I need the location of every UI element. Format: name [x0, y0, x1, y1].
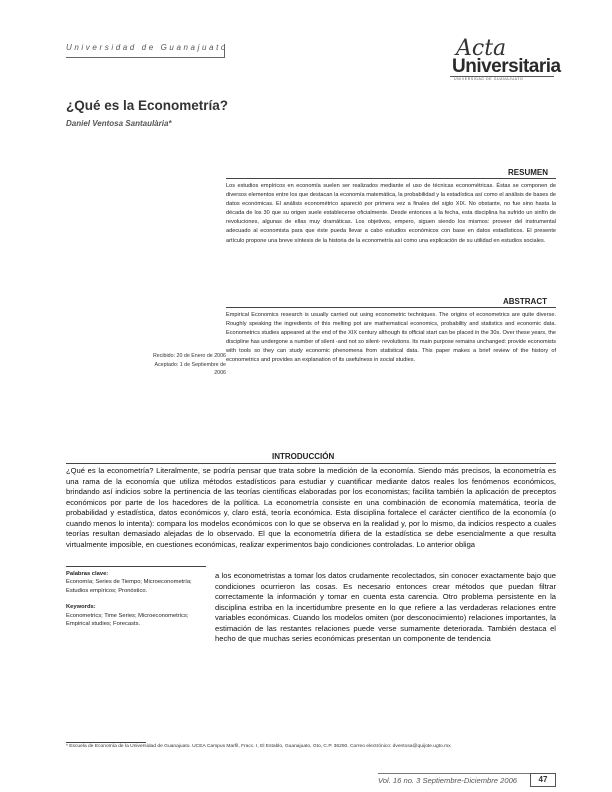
university-name: Universidad de Guanajuato — [66, 43, 228, 52]
intro-paragraph: ¿Qué es la econometría? Literalmente, se podría pensar que trata sobre la medición de la economía. Siendo más precisos, la econometría es una rama de la economía que utiliza métodos estadísticos para estudiar y cuantificar mediante datos reales los fenómenos económicos, brindando así indicios sobre la pertinencia de las teorías científicas elaboradas por los economistas; facilita también la aplicación de preceptos económicos por parte de los hacedores de la política. La econometría consiste en una combinación de economía matemática, teoría de probabilidad y estadística, datos económicos y, claro está, teoría económica. Esta disciplina fortalece el carácter científico de la economía (o cuando menos lo intenta): compara los modelos económicos con lo que se observa en la realidad y, por lo mismo, da indicios respecto a cuales teorías resultan demasiado alejadas de lo observado. El que la econometría difiera de la estadística se debe esencialmente a que resulta virtualmente imposible, en cuestiones económicas, realizar experimentos bajo condiciones controladas. Lo anterior obliga — [66, 466, 556, 549]
received-date: Recibido: 20 de Enero de 2006 — [152, 353, 226, 359]
header-rule — [66, 57, 224, 58]
article-title: ¿Qué es la Econometría? — [66, 98, 229, 113]
keywords-rule — [66, 566, 206, 567]
logo-main-text: Universitaria — [452, 56, 561, 77]
header-divider — [224, 44, 225, 58]
keywords-en-text: Econometrics; Time Series; Microeconometrics; Empirical studies; Forecasts. — [66, 612, 189, 628]
footer-rule — [378, 773, 530, 774]
page-number: 47 — [530, 773, 556, 787]
logo-acta-text: Acta — [456, 36, 507, 61]
intro-paragraph-continued: a los econometristas a tomar los datos crudamente recolectados, sin conocer exactamente bajo que condiciones ocurrieron las cosas. Es necesario entonces crear métodos que puedan filtrar correctamente la información y tomar en cuenta esta carencia. Otro problema persistente en la disciplina estriba en la incertidumbre presente en lo que refiere a las verdaderas relaciones entre variables económicas. Cuando los modelos omiten (por desconocimiento) relaciones importantes, la estimación de las restantes relaciones puede verse sumamente deteriorada. También destaca el hecho de que muchas series económicas presentan un componente de tendencia — [215, 571, 556, 643]
article-author: Daniel Ventosa Santaulària* — [66, 119, 172, 128]
accepted-date: Aceptado: 1 de Septiembre de 2006 — [154, 361, 226, 377]
resumen-rule — [226, 178, 556, 179]
footnote-rule — [66, 742, 146, 743]
keywords-box — [66, 570, 206, 628]
keywords-es-text: Economía; Series de Tiempo; Microeconometría; Estudios empíricos; Pronóstico. — [66, 579, 192, 594]
article-dates — [150, 352, 226, 378]
abstract-rule — [226, 307, 556, 308]
logo-sub-text: UNIVERSIDAD DE GUANAJUATO — [454, 77, 524, 81]
abstract-heading: ABSTRACT — [503, 297, 547, 306]
resumen-text: Los estudios empíricos en economía suelen ser realizados mediante el uso de técnicas econométricas. Éstas se componen de diversos elementos entre los que destacan la economía matemática, la probabilidad y la estadística así como el análisis de bases de datos económicas. El análisis econométrico apareció por primera vez a finales del siglo XIX. No obstante, no fue sino hasta la década de los 30 que su origen suele establecerse oficialmente. Desde entonces a la fecha, esta disciplina ha sufrido un sinfín de revoluciones, algunas de ellas muy dramáticas. Los objetivos, empero, siguen siendo los mismos: proveer del instrumental adecuado al economista para que éste pueda llevar a cabo estudios económicos con base en datos estadísticos. El presente artículo propone una breve síntesis de la historia de la econometría así como una explicación de su utilidad en estudios sociales. — [226, 183, 556, 244]
issue-info: Vol. 16 no. 3 Septiembre-Diciembre 2006 — [378, 776, 518, 785]
author-footnote: * Escuela de Economía de la Universidad de Guanajuato. UCEA Campus Marfil, Fracc. I, El Establo, Guanajuato, Gto, C.P. 36250. Correo electrónico: dventosa@quijote.ugto.mx — [66, 744, 451, 749]
journal-logo — [446, 36, 561, 84]
intro-heading: INTRODUCCIÓN — [272, 452, 335, 461]
resumen-heading: RESUMEN — [508, 168, 549, 177]
keywords-en-label: Keywords: — [66, 604, 96, 611]
abstract-text: Empirical Economics research is usually carried out using econometric techniques. The origins of econometrics are quite diverse. Roughly speaking the ingredients of this melting pot are mathematical economics, probability and statistics and economic data. Econometrics studies appeared at the end of the XIX century although its official start can be placed in the 30s. Over these years, the discipline has undergone a number of silent -and not so silent- revolutions. Its main purpose remains unchanged: provide economists with tools so they can study economic phenomena from statistical data. This paper makes a brief review of the history of econometrics and provides an explanation of its usefulness in social studies. — [226, 312, 556, 364]
intro-rule — [66, 463, 556, 464]
keywords-es-label: Palabras clave: — [66, 571, 109, 577]
